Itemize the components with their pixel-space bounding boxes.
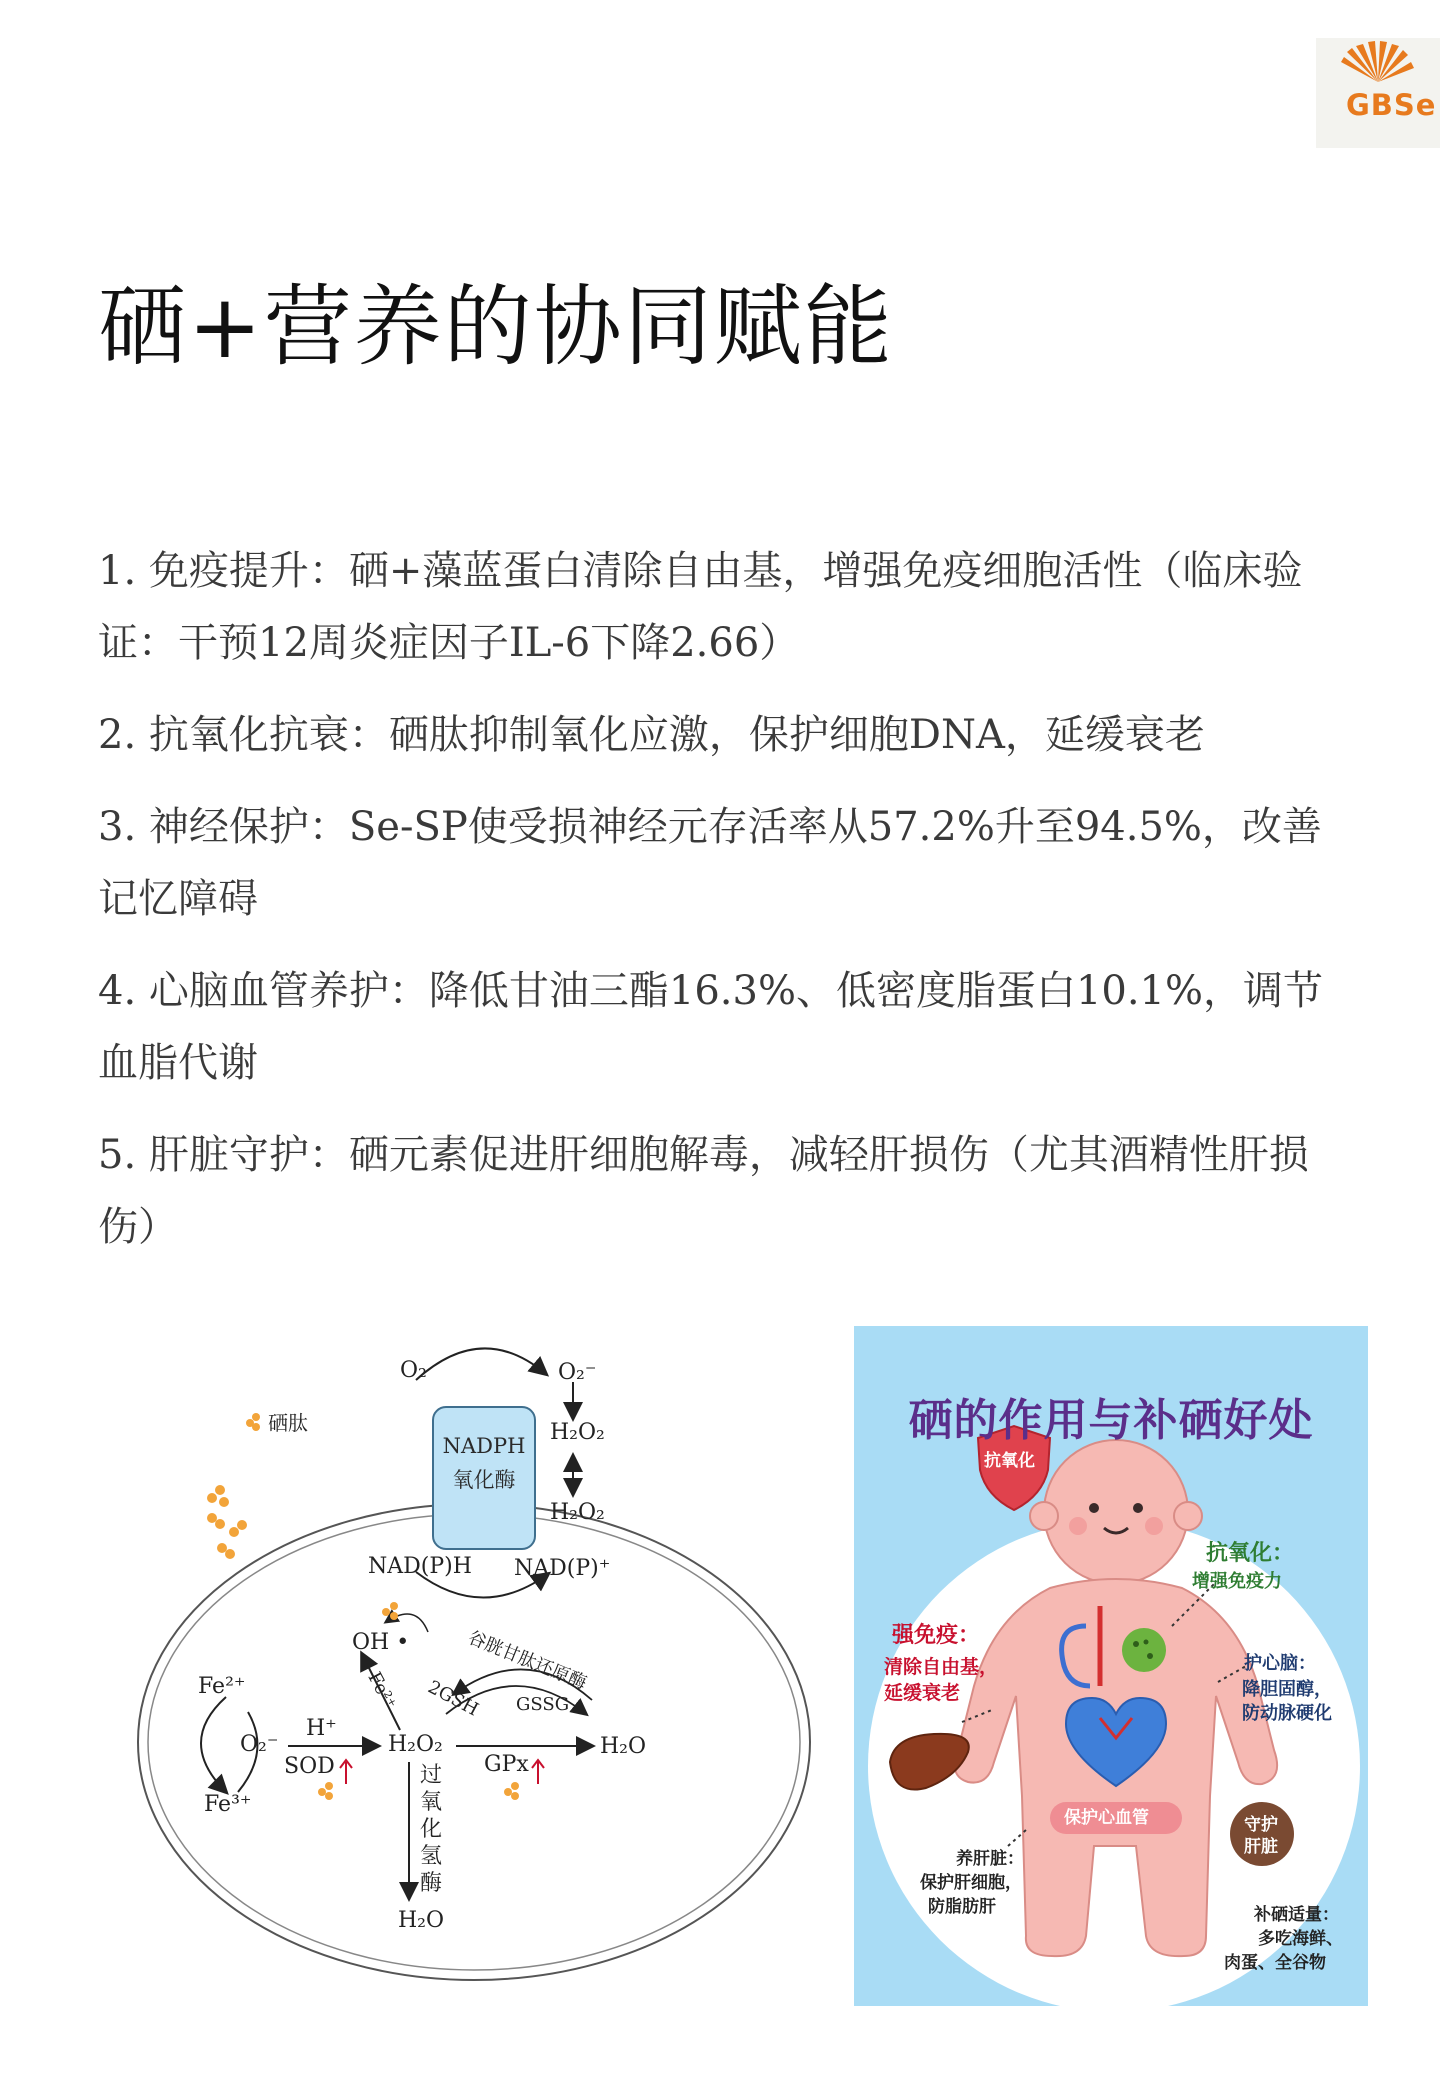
immune-title: 强免疫：	[892, 1623, 981, 1648]
liver-badge-line2: 肝脏	[1244, 1837, 1278, 1857]
virus-icon	[1122, 1628, 1166, 1672]
label-h2o-bottom: H₂O	[398, 1908, 445, 1933]
benefit-item: 3. 神经保护：Se-SP使受损神经元存活率从57.2%升至94.5%，改善记忆障碍	[98, 804, 1322, 922]
shield-label: 抗氧化	[984, 1451, 1035, 1471]
label-h2o2-mid: H₂O₂	[550, 1500, 605, 1525]
antioxidant-desc: 增强免疫力	[1192, 1571, 1282, 1592]
benefit-item: 1. 免疫提升：硒+藻蓝蛋白清除自由基，增强免疫细胞活性（临床验证：干预12周炎症因子IL-6下降2.66）	[98, 548, 1303, 666]
supplement-desc-1: 多吃海鲜、	[1258, 1929, 1343, 1949]
label-fe3: Fe³⁺	[204, 1792, 252, 1817]
nadph-label: NADPH	[442, 1434, 526, 1458]
benefit-item: 4. 心脑血管养护：降低甘油三酯16.3%、低密度脂蛋白10.1%，调节血脂代谢	[98, 968, 1324, 1086]
label-nadp-plus: NAD(P)⁺	[514, 1556, 611, 1581]
benefit-list	[98, 535, 1348, 1283]
page-title: 硒+营养的协同赋能	[98, 275, 894, 378]
label-fe2: Fe²⁺	[198, 1674, 246, 1699]
label-gssg: GSSG	[516, 1694, 570, 1715]
label-o2-radical: O₂⁻	[558, 1360, 597, 1385]
label-o2: O₂	[400, 1358, 427, 1383]
label-fe2-slant: Fe²⁺	[363, 1668, 401, 1713]
brain-desc-2: 防动脉硬化	[1242, 1703, 1332, 1724]
poster-title: 硒的作用与补硒好处	[908, 1395, 1314, 1446]
label-2gsh: 2GSH	[424, 1676, 482, 1721]
nadph-oxidase-box	[432, 1406, 536, 1550]
logo-text: GBSe	[1346, 88, 1437, 122]
label-o2-radical-left: O₂⁻	[240, 1732, 279, 1757]
benefit-item: 5. 肝脏守护：硒元素促进肝细胞解毒，减轻肝损伤（尤其酒精性肝损伤）	[98, 1132, 1309, 1250]
label-catalase: 过氧化氢酶	[419, 1763, 442, 1896]
antioxidant-title: 抗氧化：	[1206, 1541, 1295, 1566]
immune-desc-1: 清除自由基，	[884, 1656, 999, 1678]
label-sod: SOD	[284, 1754, 335, 1779]
liver-desc-2: 防脂肪肝	[928, 1897, 996, 1917]
brain-desc-1: 降胆固醇，	[1242, 1679, 1332, 1700]
benefit-item: 2. 抗氧化抗衰：硒肽抑制氧化应激，保护细胞DNA，延缓衰老	[98, 712, 1205, 758]
label-oh-radical: OH •	[352, 1630, 410, 1655]
liver-badge-line1: 守护	[1244, 1815, 1278, 1835]
selenium-benefits-poster	[854, 1326, 1368, 2006]
label-gpx: GPx	[484, 1752, 529, 1777]
heart-label: 保护心血管	[1064, 1808, 1149, 1828]
brand-logo	[1316, 38, 1440, 148]
label-nadph-h: NAD(P)H	[368, 1554, 472, 1579]
label-gsh-reductase: 谷胱甘肽还原酶	[464, 1627, 590, 1694]
antioxidant-pathway-diagram	[116, 1322, 831, 2002]
label-h2o-right: H₂O	[600, 1734, 647, 1759]
label-h-plus: H⁺	[306, 1716, 337, 1741]
immune-desc-2: 延缓衰老	[884, 1682, 961, 1704]
brain-title: 护心脑：	[1244, 1653, 1316, 1674]
liver-title: 养肝脏：	[956, 1849, 1024, 1869]
label-h2o2-top: H₂O₂	[550, 1420, 605, 1445]
legend-selenium-peptide: 硒肽	[268, 1411, 308, 1435]
liver-desc-1: 保护肝细胞，	[920, 1873, 1022, 1893]
label-h2o2-center: H₂O₂	[388, 1732, 443, 1757]
supplement-title: 补硒适量：	[1254, 1905, 1339, 1925]
oxidase-label: 氧化酶	[452, 1468, 516, 1492]
supplement-desc-2: 肉蛋、全谷物	[1224, 1953, 1326, 1973]
cell-membrane-outer	[138, 1500, 810, 1980]
